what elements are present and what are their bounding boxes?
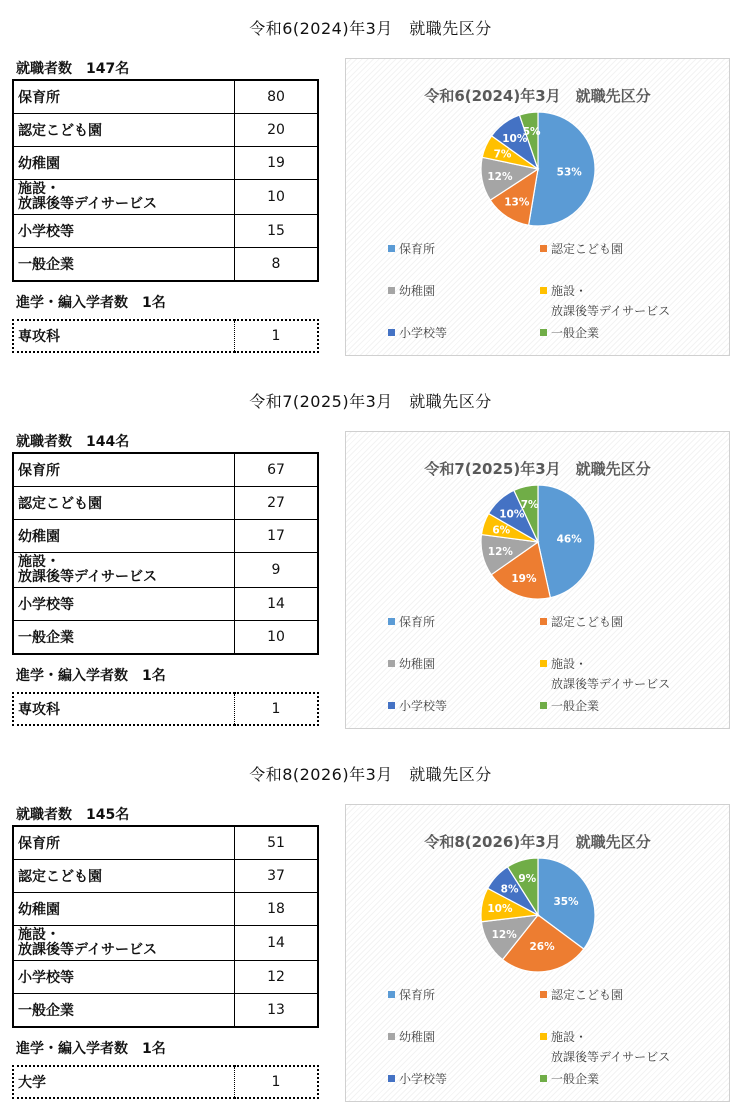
- data-label-shogakko: 10%: [502, 132, 528, 145]
- legend-item-kigyo: [540, 1069, 599, 1089]
- employment-total: 144名: [86, 434, 130, 450]
- legend-swatch: [388, 660, 395, 667]
- legend-label: 一般企業: [551, 326, 600, 340]
- category-label-line2: 放課後等デイサービス: [18, 569, 158, 585]
- legend-item-yochien: [388, 654, 435, 674]
- section-2026: [0, 756, 741, 1116]
- category-value: 18: [235, 893, 319, 926]
- legend-swatch: [388, 245, 395, 252]
- legend-item-yochien: [388, 281, 435, 301]
- legend-label: 小学校等: [399, 1072, 448, 1086]
- category-label-line1: 施設・: [18, 927, 60, 943]
- legend-label: 小学校等: [399, 326, 448, 340]
- category-label: 幼稚園: [13, 147, 235, 180]
- category-label: 保育所: [13, 80, 235, 114]
- category-label: 小学校等: [13, 588, 235, 621]
- category-value: 20: [235, 114, 319, 147]
- pie-chart: [478, 855, 598, 975]
- category-label-line2: 放課後等デイサービス: [18, 942, 158, 958]
- legend-swatch: [388, 991, 395, 998]
- category-value: 14: [235, 926, 319, 961]
- legend-label: 保育所: [399, 615, 436, 629]
- legend-item-hoikusho: [388, 612, 435, 632]
- section-title: 令和8(2026)年3月 就職先区分: [249, 765, 492, 784]
- legend-item-shisetsu: [540, 281, 670, 321]
- legend-label: 施設・: [551, 284, 588, 298]
- employment-label: 就職者数: [16, 434, 72, 450]
- category-label: 小学校等: [13, 961, 235, 994]
- table-row: [13, 860, 318, 893]
- employment-table: [12, 452, 319, 655]
- legend-label: 幼稚園: [399, 657, 436, 671]
- advancement-total: 1名: [142, 668, 166, 684]
- legend-label-line2: 放課後等デイサービス: [551, 1050, 671, 1064]
- legend-item-nintei: [540, 239, 623, 259]
- advancement-item-value: 1: [235, 693, 319, 725]
- category-label: 保育所: [13, 453, 235, 487]
- employment-total: 145名: [86, 807, 130, 823]
- table-row: [13, 693, 318, 725]
- table-row: [13, 994, 318, 1028]
- legend-swatch: [540, 618, 547, 625]
- employment-table: [12, 79, 319, 282]
- legend-swatch: [388, 1033, 395, 1040]
- data-label-shisetsu: 6%: [492, 524, 511, 537]
- legend-item-hoikusho: [388, 985, 435, 1005]
- table-row: [13, 621, 318, 655]
- category-value: 9: [235, 553, 319, 588]
- data-label-hoikusho: 46%: [556, 533, 582, 546]
- category-value: 80: [235, 80, 319, 114]
- legend-swatch: [540, 702, 547, 709]
- legend-swatch: [540, 1075, 547, 1082]
- legend-swatch: [540, 660, 547, 667]
- legend-label: 幼稚園: [399, 1030, 436, 1044]
- data-label-yochien: 12%: [487, 171, 513, 184]
- advancement-item-label: 専攻科: [13, 693, 235, 725]
- employment-total: 147名: [86, 61, 130, 77]
- pie-chart-box: [345, 431, 730, 729]
- chart-title: 令和8(2026)年3月 就職先区分: [424, 833, 651, 851]
- category-value: 15: [235, 215, 319, 248]
- legend-label-line2: 放課後等デイサービス: [551, 677, 671, 691]
- table-row: [13, 80, 318, 114]
- legend-label: 保育所: [399, 242, 436, 256]
- data-label-shisetsu: 7%: [493, 148, 512, 161]
- legend-swatch: [540, 245, 547, 252]
- advancement-item-label: 大学: [13, 1066, 235, 1098]
- category-label: 一般企業: [13, 248, 235, 282]
- pie-chart: [478, 482, 598, 602]
- chart-legend: [388, 985, 688, 1095]
- legend-item-kigyo: [540, 696, 599, 716]
- section-title: 令和7(2025)年3月 就職先区分: [249, 392, 492, 411]
- legend-item-yochien: [388, 1027, 435, 1047]
- legend-label: 幼稚園: [399, 284, 436, 298]
- section-2025: [0, 383, 741, 743]
- table-row: [13, 588, 318, 621]
- legend-swatch: [540, 991, 547, 998]
- legend-item-kigyo: [540, 323, 599, 343]
- legend-item-hoikusho: [388, 239, 435, 259]
- legend-label: 認定こども園: [551, 242, 624, 256]
- legend-label: 一般企業: [551, 1072, 600, 1086]
- data-label-nintei: 26%: [529, 941, 555, 954]
- table-row: [13, 248, 318, 282]
- section-2024: [0, 10, 741, 370]
- category-label: 認定こども園: [13, 114, 235, 147]
- advancement-label: 進学・編入学者数: [16, 295, 128, 311]
- employment-count: [16, 58, 129, 78]
- category-label: 一般企業: [13, 621, 235, 655]
- advancement-count: [16, 292, 166, 312]
- chart-legend: [388, 612, 688, 722]
- legend-swatch: [388, 618, 395, 625]
- employment-label: 就職者数: [16, 61, 72, 77]
- legend-swatch: [388, 329, 395, 336]
- legend-swatch: [388, 702, 395, 709]
- pie-chart: [478, 109, 598, 229]
- category-label: 幼稚園: [13, 520, 235, 553]
- section-title: 令和6(2024)年3月 就職先区分: [249, 19, 492, 38]
- category-label: 認定こども園: [13, 860, 235, 893]
- category-label: 認定こども園: [13, 487, 235, 520]
- table-row: [13, 520, 318, 553]
- category-label: 保育所: [13, 826, 235, 860]
- chart-title: 令和6(2024)年3月 就職先区分: [424, 87, 651, 105]
- category-label: 幼稚園: [13, 893, 235, 926]
- legend-label: 保育所: [399, 988, 436, 1002]
- table-row: [13, 826, 318, 860]
- advancement-count: [16, 665, 166, 685]
- legend-label: 認定こども園: [551, 988, 624, 1002]
- legend-label-line2: 放課後等デイサービス: [551, 304, 671, 318]
- legend-label: 一般企業: [551, 699, 600, 713]
- category-value: 10: [235, 621, 319, 655]
- chart-title: 令和7(2025)年3月 就職先区分: [424, 460, 651, 478]
- data-label-shogakko: 8%: [500, 883, 519, 896]
- category-label: 一般企業: [13, 994, 235, 1028]
- category-label: [13, 180, 235, 215]
- category-label-line1: 施設・: [18, 554, 60, 570]
- pie-chart-box: [345, 804, 730, 1102]
- employment-table: [12, 825, 319, 1028]
- data-label-nintei: 13%: [504, 196, 530, 209]
- table-row: [13, 487, 318, 520]
- table-row: [13, 553, 318, 588]
- category-label: [13, 553, 235, 588]
- legend-label: 小学校等: [399, 699, 448, 713]
- category-value: 13: [235, 994, 319, 1028]
- category-value: 67: [235, 453, 319, 487]
- advancement-total: 1名: [142, 295, 166, 311]
- advancement-item-label: 専攻科: [13, 320, 235, 352]
- chart-legend: [388, 239, 688, 349]
- data-label-hoikusho: 53%: [556, 166, 582, 179]
- data-label-kigyo: 5%: [522, 125, 541, 138]
- advancement-table: [12, 1065, 319, 1099]
- data-label-kigyo: 9%: [518, 872, 537, 885]
- category-label: [13, 926, 235, 961]
- table-row: [13, 893, 318, 926]
- advancement-item-value: 1: [235, 1066, 319, 1098]
- category-value: 17: [235, 520, 319, 553]
- employment-label: 就職者数: [16, 807, 72, 823]
- advancement-label: 進学・編入学者数: [16, 668, 128, 684]
- data-label-yochien: 12%: [487, 546, 513, 559]
- category-value: 51: [235, 826, 319, 860]
- table-row: [13, 453, 318, 487]
- category-label-line1: 施設・: [18, 181, 60, 197]
- data-label-yochien: 12%: [491, 928, 517, 941]
- category-value: 27: [235, 487, 319, 520]
- category-value: 37: [235, 860, 319, 893]
- data-label-shisetsu: 10%: [487, 902, 513, 915]
- employment-count: [16, 804, 129, 824]
- legend-item-nintei: [540, 612, 623, 632]
- legend-label: 認定こども園: [551, 615, 624, 629]
- table-row: [13, 180, 318, 215]
- legend-label: 施設・: [551, 657, 588, 671]
- category-value: 10: [235, 180, 319, 215]
- advancement-item-value: 1: [235, 320, 319, 352]
- employment-count: [16, 431, 129, 451]
- table-row: [13, 147, 318, 180]
- legend-swatch: [388, 1075, 395, 1082]
- table-row: [13, 215, 318, 248]
- advancement-table: [12, 319, 319, 353]
- legend-swatch: [540, 329, 547, 336]
- table-row: [13, 961, 318, 994]
- advancement-table: [12, 692, 319, 726]
- data-label-hoikusho: 35%: [553, 895, 579, 908]
- legend-item-nintei: [540, 985, 623, 1005]
- category-label-line2: 放課後等デイサービス: [18, 196, 158, 212]
- table-row: [13, 114, 318, 147]
- legend-label: 施設・: [551, 1030, 588, 1044]
- legend-swatch: [540, 287, 547, 294]
- data-label-shogakko: 10%: [499, 508, 525, 521]
- legend-item-shogakko: [388, 696, 447, 716]
- category-value: 8: [235, 248, 319, 282]
- legend-item-shisetsu: [540, 1027, 670, 1067]
- advancement-label: 進学・編入学者数: [16, 1041, 128, 1057]
- table-row: [13, 320, 318, 352]
- data-label-kigyo: 7%: [520, 499, 539, 512]
- legend-item-shisetsu: [540, 654, 670, 694]
- table-row: [13, 1066, 318, 1098]
- category-value: 19: [235, 147, 319, 180]
- advancement-total: 1名: [142, 1041, 166, 1057]
- legend-item-shogakko: [388, 323, 447, 343]
- table-row: [13, 926, 318, 961]
- data-label-nintei: 19%: [511, 573, 537, 586]
- category-value: 12: [235, 961, 319, 994]
- legend-swatch: [540, 1033, 547, 1040]
- advancement-count: [16, 1038, 166, 1058]
- legend-swatch: [388, 287, 395, 294]
- pie-chart-box: [345, 58, 730, 356]
- category-label: 小学校等: [13, 215, 235, 248]
- category-value: 14: [235, 588, 319, 621]
- legend-item-shogakko: [388, 1069, 447, 1089]
